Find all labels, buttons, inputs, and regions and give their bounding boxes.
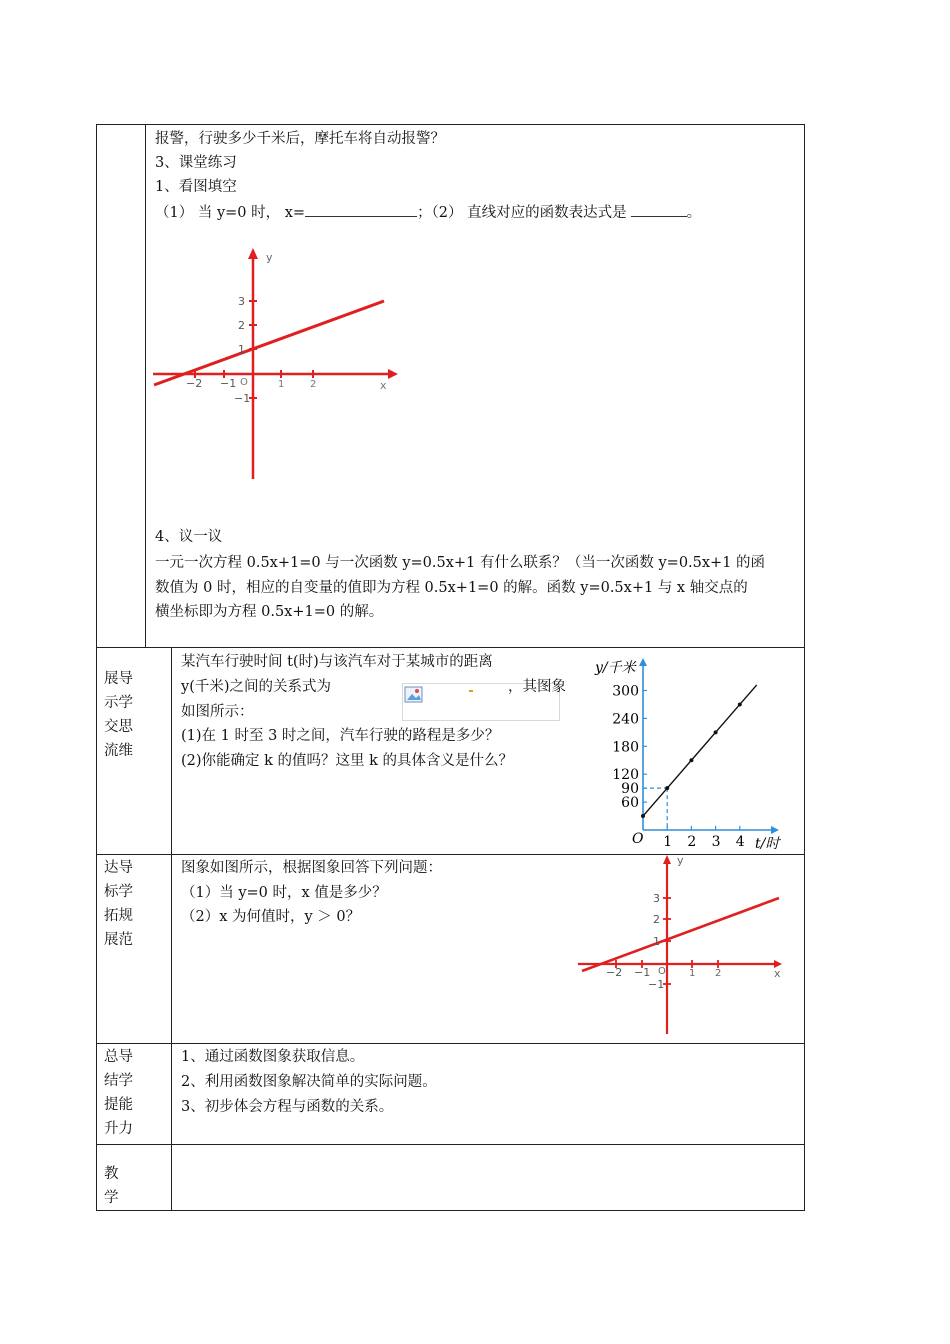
- broken-image-icon: [404, 686, 424, 704]
- chart-y-tick-label: 180: [612, 739, 639, 756]
- section5-label: [104, 1162, 144, 1210]
- discuss-heading: 4、议一议: [155, 529, 223, 545]
- summary-item-1: 1、通过函数图象获取信息。: [181, 1049, 365, 1065]
- label-line: 展导: [104, 671, 133, 687]
- row1-divider: [145, 124, 146, 647]
- chart-ticks: [612, 684, 745, 851]
- label-line: 教: [104, 1166, 119, 1182]
- origin-label: O: [658, 966, 666, 977]
- label-line: 展范: [104, 932, 133, 948]
- x-tick-label-minus1: −1: [634, 966, 651, 979]
- label-line: 学: [104, 1190, 119, 1206]
- section3-label: [104, 856, 144, 952]
- chart-x-tick-label: 1: [663, 834, 673, 850]
- label-line: 流维: [104, 743, 133, 759]
- x-tick-label-2: 2: [310, 379, 317, 390]
- label-line: 示学: [104, 695, 133, 711]
- chart-data-point: [714, 730, 718, 734]
- fill-question-line: [155, 201, 701, 225]
- discuss-line-2: 数值为 0 时，相应的自变量的值即为方程 0.5x+1=0 的解。函数 y=0.5x+1 与 x 轴交点的: [155, 580, 748, 596]
- x-axis-label: x: [380, 379, 387, 392]
- label-line: 交思: [104, 719, 133, 735]
- chart-y-tick-label: 120: [612, 767, 639, 784]
- chart-x-tick-label: 4: [735, 834, 745, 850]
- chart-x-tick-label: 3: [711, 834, 721, 850]
- section4-label: [104, 1045, 144, 1141]
- row-divider-1: [96, 647, 805, 648]
- y-tick-label-3: 3: [653, 892, 660, 905]
- graph-background: [150, 243, 410, 483]
- y-tick-label-1: 1: [238, 343, 245, 356]
- summary-item-3: 3、初步体会方程与函数的关系。: [181, 1099, 394, 1115]
- row-divider-4: [96, 1144, 805, 1145]
- label-column-divider: [171, 647, 172, 1211]
- x-tick-label-2: 2: [715, 968, 722, 979]
- chart-x-label: t/时: [755, 836, 780, 852]
- car-question-2: (2)你能确定 k 的值吗？这里 k 的具体含义是什么？: [181, 753, 514, 769]
- y-tick-label-minus1: −1: [648, 978, 665, 991]
- label-line: 总导: [104, 1049, 133, 1065]
- chart-data-point: [641, 814, 645, 818]
- chart-y-tick-label: 300: [612, 683, 639, 700]
- function-line: [582, 898, 779, 971]
- y-axis-label: y: [266, 251, 273, 264]
- label-line: 结学: [104, 1073, 133, 1089]
- origin-label: O: [240, 377, 248, 388]
- x-tick-label-1: 1: [278, 379, 285, 390]
- answer-blank-2[interactable]: [631, 202, 687, 217]
- chart-guides: [643, 788, 667, 830]
- question-1-text: （1） 当 y=0 时， x=: [155, 205, 306, 221]
- linear-function-graph-2: [576, 850, 788, 1038]
- question-2-end: 。: [686, 205, 702, 221]
- table-border-bottom: [96, 1210, 805, 1211]
- formula-mark: [469, 690, 473, 692]
- y-tick-label-1: 1: [653, 935, 660, 948]
- x-tick-label-minus2: −2: [606, 966, 623, 979]
- car-problem-line-2b: ，其图象: [508, 679, 566, 695]
- table-border-right: [804, 124, 805, 1211]
- car-problem-line-3: 如图所示：: [181, 704, 254, 720]
- y-tick-label-minus1: −1: [234, 392, 251, 405]
- table-border-left: [96, 124, 97, 1211]
- y-tick-label-2: 2: [653, 913, 660, 926]
- chart-y-tick-label: 240: [612, 711, 639, 728]
- graph-question-1: （1）当 y=0 时，x 值是多少？: [181, 885, 387, 901]
- y-axis-arrow-icon: [663, 855, 671, 864]
- graph-question-intro: 图象如图所示，根据图象回答下列问题：: [181, 860, 442, 876]
- distance-time-chart: [585, 652, 785, 852]
- label-line: 拓规: [104, 908, 133, 924]
- car-problem-line-1: 某汽车行驶时间 t(时)与该汽车对于某城市的距离: [181, 654, 493, 670]
- practice-heading: 3、课堂练习: [155, 155, 237, 171]
- chart-y-tick-label: 60: [621, 795, 639, 812]
- x-axis-label: x: [774, 967, 781, 980]
- discuss-line-3: 横坐标即为方程 0.5x+1=0 的解。: [155, 604, 384, 620]
- answer-blank-1[interactable]: [305, 202, 417, 217]
- label-line: 标学: [104, 884, 133, 900]
- table-border-top: [96, 124, 805, 125]
- chart-y-label: y/千米: [595, 660, 636, 676]
- y-tick-label-2: 2: [238, 319, 245, 332]
- alarm-question: 报警，行驶多少千米后，摩托车将自动报警？: [155, 131, 445, 147]
- y-tick-label-3: 3: [238, 295, 245, 308]
- chart-y-tick-label: 90: [621, 781, 639, 798]
- chart-y-arrow-icon: [639, 658, 647, 666]
- x-tick-label-minus1: −1: [220, 377, 237, 390]
- x-tick-label-1: 1: [689, 968, 696, 979]
- row-divider-3: [96, 1043, 805, 1044]
- chart-data-point: [665, 786, 669, 790]
- fill-heading: 1、看图填空: [155, 179, 237, 195]
- linear-function-graph-1: [150, 243, 410, 483]
- graph-question-2: （2）x 为何值时，y ＞ 0？: [181, 909, 361, 925]
- car-question-1: (1)在 1 时至 3 时之间，汽车行驶的路程是多少？: [181, 728, 500, 744]
- chart-x-arrow-icon: [771, 826, 779, 834]
- discuss-line-1: 一元一次方程 0.5x+1=0 与一次函数 y=0.5x+1 有什么联系？（当一次函数 y=0.5x+1 的函: [155, 555, 766, 571]
- summary-item-2: 2、利用函数图象解决简单的实际问题。: [181, 1074, 437, 1090]
- label-line: 升力: [104, 1121, 133, 1137]
- label-line: 提能: [104, 1097, 133, 1113]
- section2-label: [104, 667, 144, 763]
- chart-data-point: [738, 702, 742, 706]
- chart-origin-label: O: [632, 831, 644, 847]
- car-problem-line-2a: y(千米)之间的关系式为: [181, 679, 332, 695]
- question-2-text: ；（2） 直线对应的函数表达式是: [417, 205, 627, 221]
- chart-data-point: [689, 758, 693, 762]
- x-tick-label-minus2: −2: [186, 377, 203, 390]
- y-axis-label: y: [677, 854, 684, 867]
- chart-x-tick-label: 2: [687, 834, 697, 850]
- label-line: 达导: [104, 860, 133, 876]
